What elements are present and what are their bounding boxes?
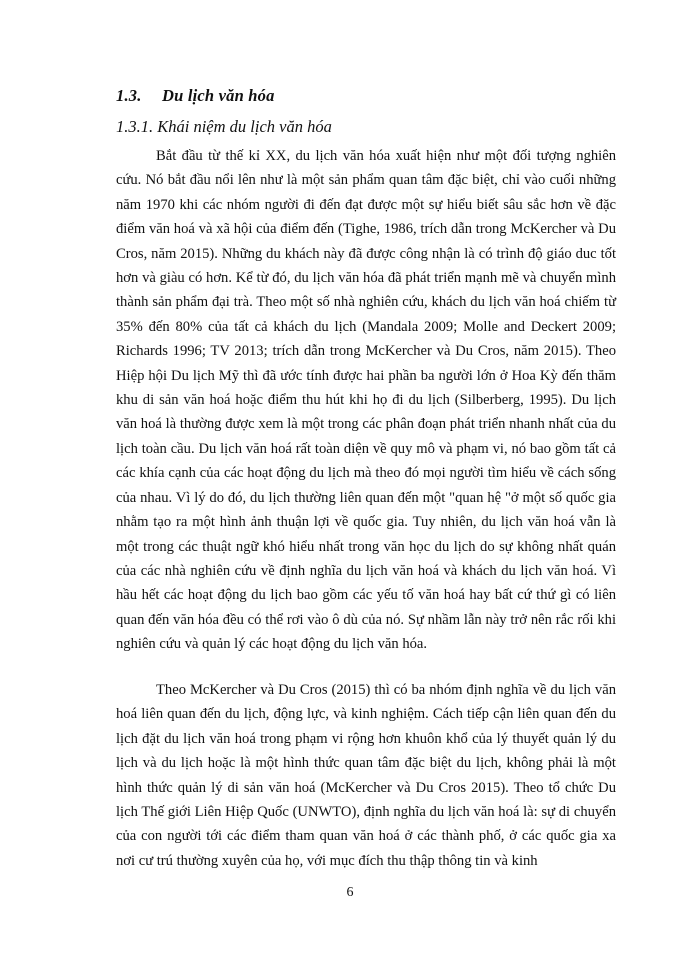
section-heading	[116, 86, 275, 106]
page-number: 6	[346, 885, 354, 900]
paragraph-2: Theo McKercher và Du Cros (2015) thì có ba nhóm định nghĩa về du lịch văn hoá liên quan đến du lịch, động lực, và kinh nghiệm. Cách tiếp cận liên quan đến du lịch đặt du lịch văn hoá trong phạm vi rộng hơn khuôn khổ của lý thuyết quản lý du lịch và du lịch hoặc là một hình thức quan tâm đặc biệt du lịch, không phải là một hình thức quản lý di sản văn hoá (McKercher và Du Cros 2015). Theo tổ chức Du lịch Thế giới Liên Hiệp Quốc (UNWTO), định nghĩa du lịch văn hoá là: sự di chuyển của con người tới các điểm tham quan văn hoá ở các thành phố, ở các quốc gia xa nơi cư trú thường xuyên của họ, với mục đích thu thập thông tin và kinh	[116, 682, 616, 869]
section-title: Du lịch văn hóa	[162, 86, 275, 105]
paragraph-1: Bắt đầu từ thế kỉ XX, du lịch văn hóa xuất hiện như một đối tượng nghiên cứu. Nó bắt đầu nổi lên như là một sản phẩm quan tâm đặc biệt, chỉ vào cuối những năm 1970 khi các nhóm người đi đến đạt được một sự hiểu biết sâu sắc hơn về đặc điểm văn hoá và xã hội của điểm đến (Tighe, 1986, trích dẫn trong McKercher và Du Cros, năm 2015). Những du khách này đã được công nhận là có trình độ giáo duc tốt hơn và giàu có hơn. Kể từ đó, du lịch văn hóa đã phát triển mạnh mẽ và chuyển mình thành sản phẩm đại trà. Theo một số nhà nghiên cứu, khách du lịch văn hoá chiếm từ 35% đến 80% của tất cả khách du lịch (Mandala 2009; Molle and Deckert 2009; Richards 1996; TV 2013; trích dẫn trong McKercher và Du Cros, năm 2015). Theo Hiệp hội Du lịch Mỹ thì đã ước tính được hai phần ba người lớn ở Hoa Kỳ đến thăm khu di sản văn hoá hoặc điểm thu hút khi họ đi du lịch (Silberberg, 1995). Du lịch văn hoá là thường được xem là một trong các phân đoạn phát triển nhanh nhất của du lịch toàn cầu. Du lịch văn hoá rất toàn diện về quy mô và phạm vi, nó bao gồm tất cả các khía cạnh của các hoạt động du lịch mà theo đó mọi người tìm hiểu về cách sống của nhau. Vì lý do đó, du lịch thường liên quan đến một "quan hệ "ở một số quốc gia nhằm tạo ra một hình ảnh thuận lợi về quốc gia. Tuy nhiên, du lịch văn hoá vẫn là một trong các thuật ngữ khó hiểu nhất trong văn học du lịch do sự không nhất quán của các nhà nghiên cứu về định nghĩa du lịch văn hoá và khách du lịch văn hoá. Vì hầu hết các hoạt động du lịch bao gồm các yếu tố văn hoá hay bất cứ thứ gì có liên quan đến văn hóa đều có thể rơi vào ô dù của nó. Sự nhầm lẫn này trở nên rắc rối khi nghiên cứu và quản lý các hoạt động du lịch văn hóa.	[116, 148, 616, 653]
section-number: 1.3.	[116, 86, 142, 105]
subsection-heading: 1.3.1. Khái niệm du lịch văn hóa	[116, 117, 332, 136]
